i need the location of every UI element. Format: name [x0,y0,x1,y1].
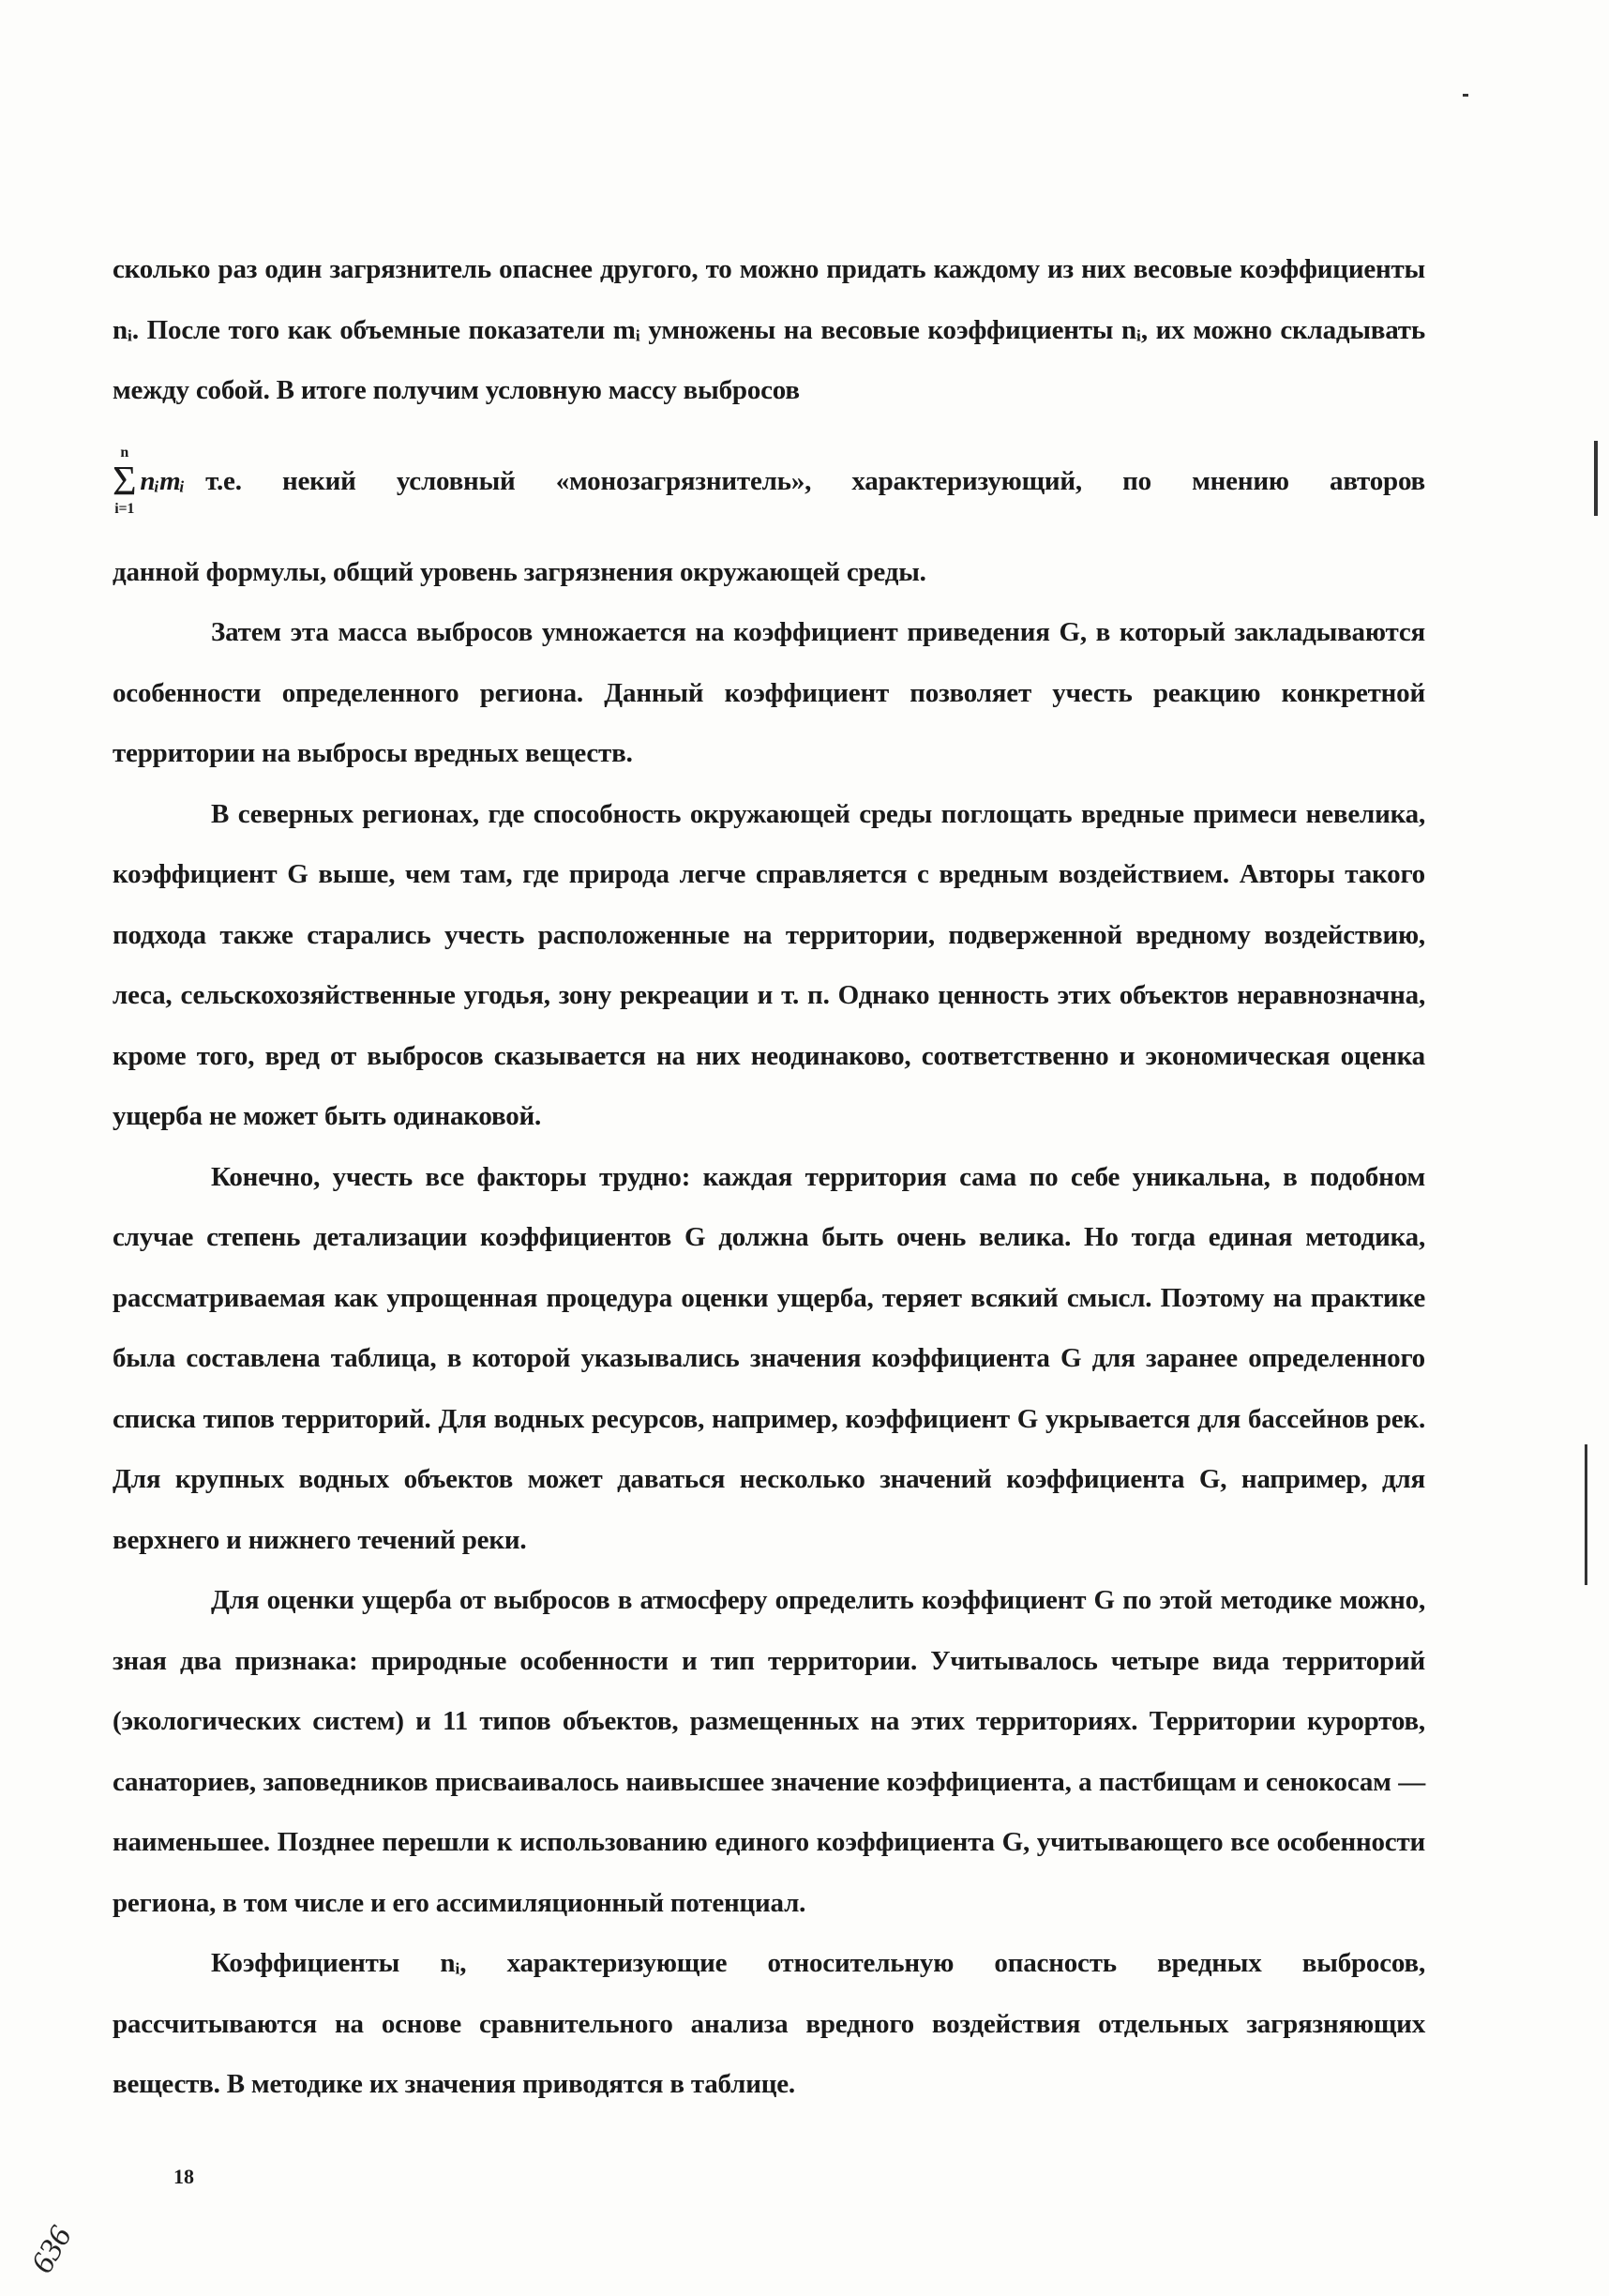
paragraph-5: Для оценки ущерба от выбросов в атмосферу определить коэффициент G по этой методике можно, зная два признака: природные особенности и тип территории. Учитывалось четыре вида территорий (экологических систем) и 11 типов объектов, размещенных на этих территориях. Территории курортов, санаториев, заповедников присваивалось наивысшее значение коэффициента, а пастбищам и сенокосам — наименьшее. Позднее перешли к использованию единого коэффициента G, учитывающего все особенности региона, в том числе и его ассимиляционный потенциал. [113,1585,1425,1918]
sum-lower-limit: i=1 [114,501,135,517]
sum-formula [113,446,136,517]
paragraph-1: сколько раз один загрязнитель опаснее другого, то можно придать каждому из них весовые коэффициенты nᵢ. После того как объемные показатели mᵢ умножены на весовые коэффициенты nᵢ, их можно складывать между собой. В итоге получим условную массу выбросов [113,254,1425,405]
formula-continuation: т.е. некий условный «монозагрязнитель», характеризующий, по мнению авторов [205,465,1425,496]
sum-formula-line [113,421,1425,542]
sum-upper-limit: n [120,445,129,461]
sigma-symbol: Σ [113,458,137,504]
handwritten-note: 636 [24,2220,79,2280]
paragraph-2: Затем эта масса выбросов умножается на коэффициент приведения G, в который закладываются особенности определенного региона. Данный коэффициент позволяет учесть реакцию конкретной территории на выбросы вредных веществ. [113,617,1425,768]
scan-artifact [1463,94,1468,97]
paragraph-4: Конечно, учесть все факторы трудно: каждая территория сама по себе уникальна, в подобном случае степень детализации коэффициентов G должна быть очень велика. Но тогда единая методика, рассматриваемая как упрощенная процедура оценки ущерба, теряет всякий смысл. Поэтому на практике была составлена таблица, в которой указывались значения коэффициента G для заранее определенного списка типов территорий. Для водных ресурсов, например, коэффициент G укрывается для бассейнов рек. Для крупных водных объектов может даваться несколько значений коэффициента G, например, для верхнего и нижнего течений реки. [113,1161,1425,1555]
paragraph-3: В северных регионах, где способность окружающей среды поглощать вредные примеси невелика, коэффициент G выше, чем там, где природа легче справляется с вредным воздействием. Авторы такого подхода также старались учесть расположенные на территории, подверженной вредному воздействию, леса, сельскохозяйственные угодья, зону рекреации и т. п. Однако ценность этих объектов неравнозначна, кроме того, вред от выбросов сказывается на них неодинаково, соответственно и экономическая оценка ущерба не может быть одинаковой. [113,798,1425,1131]
sum-expression: nᵢmᵢ [140,465,186,496]
body-text [113,239,1425,2115]
scan-artifact [1585,1444,1587,1585]
paragraph-6: Коэффициенты nᵢ, характеризующие относительную опасность вредных выбросов, рассчитываются на основе сравнительного анализа вредного воздействия отдельных загрязняющих веществ. В методике их значения приводятся в таблице. [113,1948,1425,2099]
scan-artifact [1594,441,1598,516]
page-number: 18 [173,2165,194,2188]
paragraph-1-end: данной формулы, общий уровень загрязнения окружающей среды. [113,556,926,587]
